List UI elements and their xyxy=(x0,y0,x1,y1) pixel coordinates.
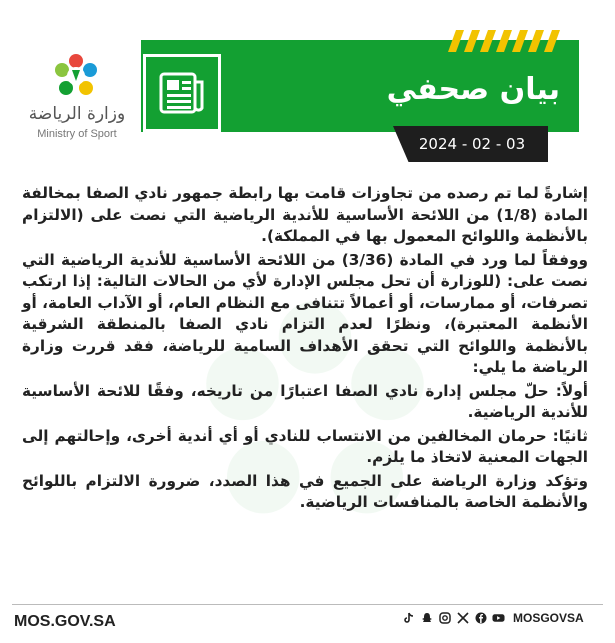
website-link[interactable]: MOS.GOV.SA xyxy=(14,613,116,630)
page-title: بيان صحفي xyxy=(386,72,560,107)
statement-body xyxy=(22,183,588,516)
decorative-stripes xyxy=(440,30,560,52)
snapchat-icon[interactable] xyxy=(420,612,433,625)
instagram-icon[interactable] xyxy=(438,612,451,625)
statement-paragraph: ووفقاً لما ورد في المادة (3/36) من اللائحة الأساسية للأندية الرياضية التي نصت على: (للوزارة أن تحل مجلس الإدارة لأي من الحالات التالية: إذا ارتكب تصرفات، أو ممارسات، أو أعمالاً تتنافى مع النظام العام، أو الآداب العامة، أو الأنظمة المعتبرة)، ونظرًا لعدم التزام نادي الصفا بالمنطقة الشرقية بالأنظمة واللوائح التي تحقق الأهداف السامية للرياضة، فقد قررت وزارة الرياضة ما يلي: xyxy=(22,250,588,376)
ministry-logo xyxy=(22,48,132,148)
x-icon[interactable] xyxy=(456,612,469,625)
news-icon-box xyxy=(143,54,221,132)
statement-paragraph: أولاً: حلّ مجلس إدارة نادي الصفا اعتبارًا من تاريخه، وفقًا للائحة الأساسية للأندية الرياضية. xyxy=(22,381,588,421)
footer xyxy=(0,596,615,643)
facebook-icon[interactable] xyxy=(474,612,487,625)
release-date: 2024 - 02 - 03 xyxy=(418,135,526,153)
social-links xyxy=(402,611,584,625)
footer-divider xyxy=(12,604,603,605)
ministry-emblem-icon xyxy=(48,48,104,104)
statement-paragraph: ثانيًا: حرمان المخالفين من الانتساب للنادي أو أي أندية أخرى، وإحالتهم إلى الجهات المعنية لاتخاذ ما يلزم. xyxy=(22,426,588,466)
youtube-icon[interactable] xyxy=(492,612,505,625)
logo-arabic-name: وزارة الرياضة xyxy=(28,104,126,124)
statement-paragraph: إشارةً لما تم رصده من تجاوزات قامت بها رابطة جمهور نادي الصفا بمخالفة المادة (1/8) من اللائحة الأساسية للأندية الرياضية التي نصت على (الالتزام بالأنظمة واللوائح المعمول بها في المملكة). xyxy=(22,184,589,245)
newspaper-icon xyxy=(157,70,207,116)
logo-english-name: Ministry of Sport xyxy=(37,128,117,140)
statement-paragraph: وتؤكد وزارة الرياضة على الجميع في هذا الصدد، ضرورة الالتزام باللوائح والأنظمة الخاصة بالمنافسات الرياضية. xyxy=(22,471,588,511)
press-release-header xyxy=(0,0,615,170)
social-handle[interactable]: MOSGOVSA xyxy=(513,611,584,625)
tiktok-icon[interactable] xyxy=(402,612,415,625)
